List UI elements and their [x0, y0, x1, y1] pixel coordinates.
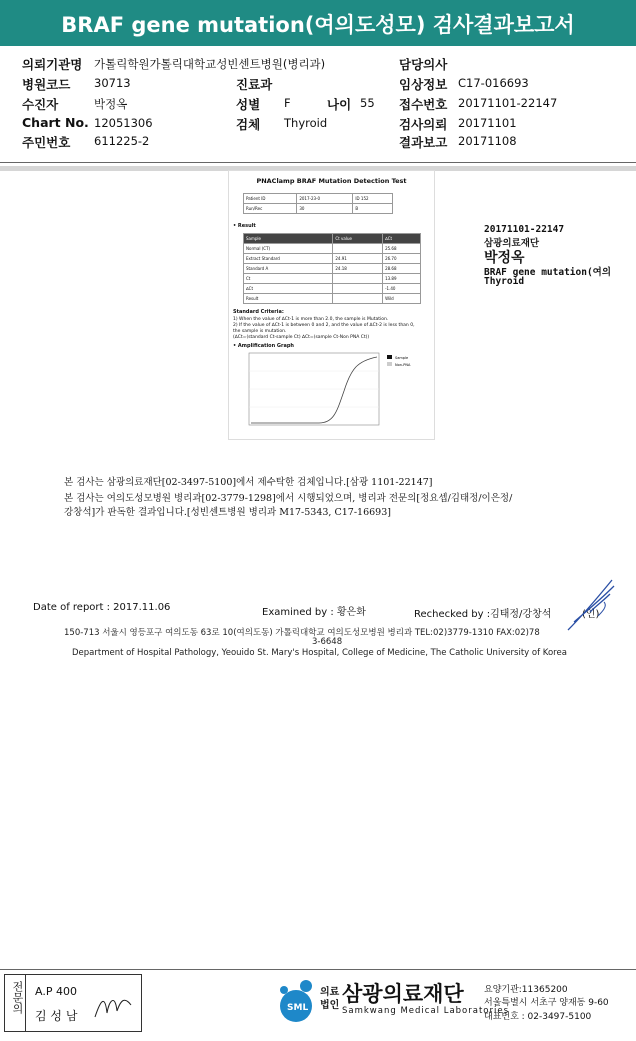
label-specimen: 검체: [236, 117, 261, 132]
sticker-receipt: 20171101-22147: [484, 224, 565, 235]
value-resident-no: 611225-2: [94, 134, 150, 148]
cell: 13.89: [383, 274, 421, 284]
label-receipt-no: 접수번호: [399, 97, 448, 112]
legend-sample: Sample: [395, 356, 409, 360]
rechecked-by: Rechecked by :김태정/강창석: [414, 609, 552, 620]
hdr-cell: 2017-23-0: [297, 194, 353, 204]
cell: [333, 274, 383, 284]
bottom-divider: [0, 969, 636, 970]
body-line-1: 본 검사는 삼광의료재단[02-3497-5100]에서 제수탁한 검체입니다.[삼광 1101-22147]: [64, 477, 433, 488]
label-clinical-info: 임상정보: [399, 77, 448, 92]
label-doctor: 담당의사: [399, 57, 448, 72]
criteria-line: 1) When the value of ∆Ct-1 is more than 2.0, the sample is Mutation.: [233, 317, 389, 322]
label-sex: 성별: [236, 97, 261, 112]
stamp-license: A.P 400: [35, 985, 77, 998]
label-age: 나이: [327, 97, 352, 112]
criteria-line: (∆Ct=(standard Ct-sample Ct) ∆Ct=(sample Ct-Non PNA Ct)): [233, 335, 370, 340]
org-address: 서울특별시 서초구 양재동 9-60: [484, 998, 609, 1008]
sml-logo-icon: [270, 976, 318, 1028]
cell: 24.18: [333, 264, 383, 274]
date-of-report: Date of report : 2017.11.06: [33, 602, 171, 613]
value-age: 55: [360, 96, 375, 110]
sticker-lab: 삼광의료재단: [484, 238, 540, 249]
address-fax: 3-6648: [312, 637, 343, 647]
result-label: • Result: [233, 223, 256, 229]
graph-label: • Amplification Graph: [233, 343, 294, 349]
cell: Result: [244, 294, 333, 304]
sticker-specimen: Thyroid: [484, 276, 525, 287]
label-resident-no: 주민번호: [22, 135, 71, 150]
org-tel: 대표번호 : 02-3497-5100: [484, 1012, 592, 1022]
hdr-cell: 30: [297, 204, 353, 214]
logo-small-2: 법인: [320, 1000, 340, 1011]
cell: [333, 284, 383, 294]
address: 150-713 서울시 영등포구 여의도동 63로 10(여의도동) 가톨릭대학교 여의도성모병원 병리과 TEL:02)3779-1310 FAX:02)78: [64, 628, 540, 638]
hdr-cell: B: [353, 204, 393, 214]
cell: Normal (CT): [244, 244, 333, 254]
amplification-graph: [239, 351, 429, 433]
cell: [333, 244, 383, 254]
value-sex: F: [284, 96, 291, 110]
pnaclamp-report-image: [228, 170, 435, 440]
cell: -1.40: [383, 284, 421, 294]
hdr-cell: ID 152: [353, 194, 393, 204]
th: ∆Ct: [383, 234, 421, 244]
cell: 25.68: [383, 244, 421, 254]
examined-by: Examined by : 황은화: [262, 607, 366, 618]
value-hospital-code: 30713: [94, 76, 131, 90]
value-report-date: 20171108: [458, 134, 517, 148]
divider: [0, 162, 636, 163]
cell: 24.91: [333, 254, 383, 264]
cell: ∆Ct: [244, 284, 333, 294]
cell: Wild: [383, 294, 421, 304]
stamp-signature: [91, 989, 137, 1023]
cell: Extract Standard: [244, 254, 333, 264]
cell: Ct: [244, 274, 333, 284]
th: Sample: [244, 234, 333, 244]
logo-badge: SML: [287, 1003, 309, 1013]
label-chart-no: Chart No.: [22, 115, 89, 130]
sticker-name: 박정옥: [484, 250, 525, 266]
patient-id-table: [243, 193, 393, 214]
body-line-2: 본 검사는 여의도성모병원 병리과[02-3779-1298]에서 시행되었으며, 병리과 전문의[정요셉/김태정/이은정/: [64, 493, 513, 504]
value-institution: 가톨릭학원가톨릭대학교성빈센트병원(병리과): [94, 57, 326, 71]
value-chart-no: 12051306: [94, 116, 153, 130]
logo-small-1: 의료: [320, 987, 340, 998]
hdr-cell: Run/Rec: [244, 204, 297, 214]
signature-scribble: [560, 572, 620, 642]
sticker-test: BRAF gene mutation(여의: [484, 267, 612, 278]
label-hospital-code: 병원코드: [22, 77, 71, 92]
body-line-3: 강창석]가 판독한 결과입니다.[성빈센트병원 병리과 M17-5343, C17-16693]: [64, 507, 391, 518]
doctor-stamp: [4, 974, 142, 1032]
label-institution: 의뢰기관명: [22, 57, 83, 72]
value-patient: 박정옥: [94, 97, 128, 111]
result-table: [243, 233, 421, 304]
criteria-label: Standard Criteria:: [233, 309, 284, 315]
legend-non-pna: Non-PNA: [395, 363, 411, 367]
cell: 26.70: [383, 254, 421, 264]
logo-english: Samkwang Medical Laboratories: [342, 1006, 510, 1016]
org-code: 요양기관:11365200: [484, 985, 568, 995]
hdr-cell: Patient ID: [244, 194, 297, 204]
logo-name: 삼광의료재단: [342, 982, 464, 1006]
label-request-date: 검사의뢰: [399, 117, 448, 132]
value-request-date: 20171101: [458, 116, 517, 130]
stamp-side: [5, 975, 26, 1031]
seal-mark: (인): [582, 609, 600, 620]
label-patient: 수진자: [22, 97, 59, 112]
cell: Standard A: [244, 264, 333, 274]
criteria-line: the sample is mutation.: [233, 329, 287, 334]
report-title: BRAF gene mutation(여의도성모) 검사결과보고서: [61, 13, 575, 37]
th: Ct value: [333, 234, 383, 244]
cell: [333, 294, 383, 304]
criteria-line: 2) If the value of ∆Ct-1 is between 0 and 2, and the value of ∆Ct-2 is less than 0,: [233, 323, 415, 328]
value-receipt-no: 20171101-22147: [458, 96, 558, 110]
report-image-title: PNAClamp BRAF Mutation Detection Test: [256, 177, 407, 185]
label-department: 진료과: [236, 77, 273, 92]
label-report-date: 결과보고: [399, 135, 448, 150]
value-specimen: Thyroid: [284, 116, 328, 130]
stamp-name: 김 성 남: [35, 1009, 78, 1023]
stamp-side-label: 전문의: [11, 981, 24, 1014]
value-clinical-info: C17-016693: [458, 76, 529, 90]
cell: 28.68: [383, 264, 421, 274]
department-line: Department of Hospital Pathology, Yeouido St. Mary's Hospital, College of Medicine, The Catholic University of Korea: [72, 648, 567, 658]
